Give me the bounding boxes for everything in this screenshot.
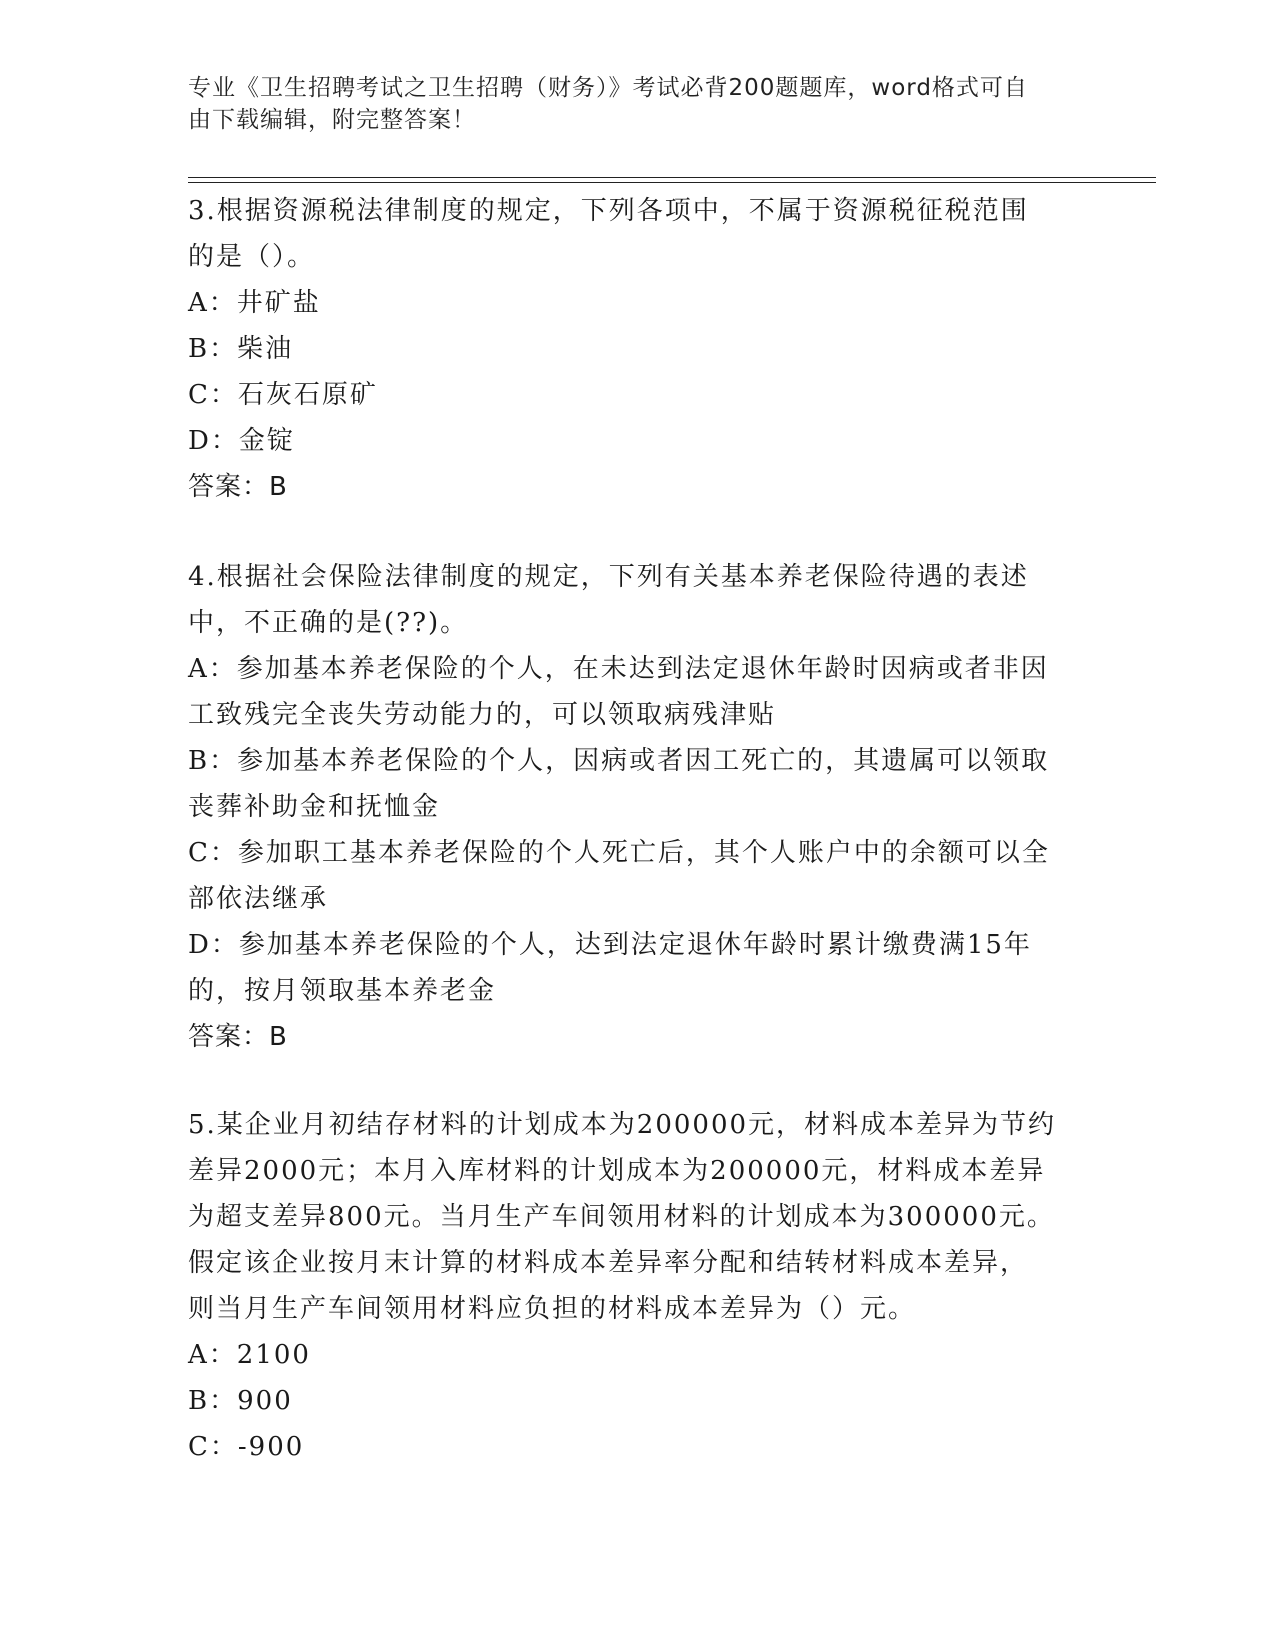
option-a: A：井矿盐 (188, 288, 321, 318)
option-c: C：-900 (188, 1432, 305, 1462)
option-c: C：参加职工基本养老保险的个人死亡后，其个人账户中的余额可以全 (188, 838, 1050, 868)
question-4 (188, 554, 1068, 1060)
question-text-line: 假定该企业按月末计算的材料成本差异率分配和结转材料成本差异， (188, 1248, 1029, 1278)
question-text-line: 则当月生产车间领用材料应负担的材料成本差异为（）元。 (188, 1294, 917, 1324)
question-text-line: 3.根据资源税法律制度的规定，下列各项中，不属于资源税征税范围 (188, 196, 1029, 226)
option-b: B：柴油 (188, 334, 294, 364)
option-c-continued: 部依法继承 (188, 884, 329, 914)
option-a: A：参加基本养老保险的个人，在未达到法定退休年龄时因病或者非因 (188, 654, 1049, 684)
header-line-2: 由下载编辑，附完整答案！ (188, 107, 476, 133)
option-d: D：参加基本养老保险的个人，达到法定退休年龄时累计缴费满15年 (188, 930, 1032, 960)
answer-line: 答案：B (188, 1022, 288, 1052)
question-text-line: 中，不正确的是(??)。 (188, 608, 469, 638)
option-b-continued: 丧葬补助金和抚恤金 (188, 792, 441, 822)
header-divider-bottom (188, 182, 1156, 183)
option-a-continued: 工致残完全丧失劳动能力的，可以领取病残津贴 (188, 700, 777, 730)
question-text-line: 4.根据社会保险法律制度的规定，下列有关基本养老保险待遇的表述 (188, 562, 1029, 592)
question-text-line: 为超支差异800元。当月生产车间领用材料的计划成本为300000元。 (188, 1202, 1055, 1232)
option-b: B：900 (188, 1386, 293, 1416)
option-d: D：金锭 (188, 426, 295, 456)
option-c: C：石灰石原矿 (188, 380, 378, 410)
header-line-1: 专业《卫生招聘考试之卫生招聘（财务）》考试必背200题题库，word格式可自 (188, 75, 1028, 101)
answer-line: 答案：B (188, 472, 288, 502)
header-divider-top (188, 177, 1156, 178)
question-text-line: 差异2000元；本月入库材料的计划成本为200000元，材料成本差异 (188, 1156, 1046, 1186)
question-text-line: 的是（）。 (188, 242, 316, 272)
option-a: A：2100 (188, 1340, 311, 1370)
question-5 (188, 1102, 1068, 1470)
question-3 (188, 188, 1068, 510)
option-d-continued: 的，按月领取基本养老金 (188, 976, 497, 1006)
document-header (188, 72, 1068, 136)
question-text-line: 5.某企业月初结存材料的计划成本为200000元，材料成本差异为节约 (188, 1110, 1057, 1140)
option-b: B：参加基本养老保险的个人，因病或者因工死亡的，其遗属可以领取 (188, 746, 1050, 776)
